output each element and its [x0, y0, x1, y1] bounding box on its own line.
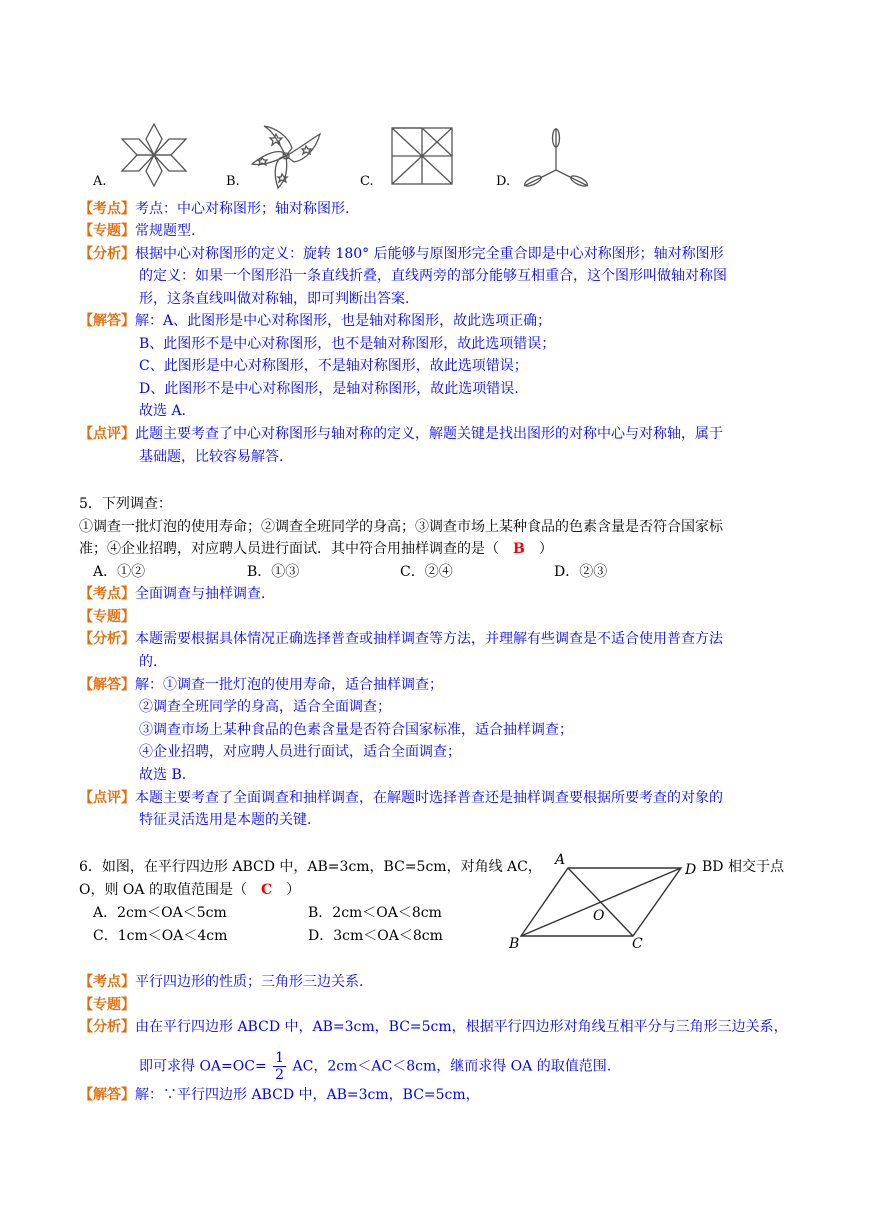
- q6-stem: BD 相交于点: [702, 859, 784, 875]
- q5-fenxi: [79, 628, 723, 650]
- option-d-label: D.: [496, 174, 511, 189]
- q5-option: C．②④: [400, 564, 453, 580]
- option-c-label: C.: [360, 174, 374, 189]
- zhuanti-tag: 【专题】: [79, 223, 135, 239]
- jieda-line: D、此图形不是中心对称图形，是轴对称图形，故此选项错误.: [139, 381, 519, 397]
- q6-option: B．2cm＜OA＜8cm: [308, 905, 442, 921]
- q5-stem-close: ）: [538, 541, 553, 557]
- fenxi-line: 的.: [139, 654, 158, 670]
- q5-stem: 5．下列调查：: [79, 496, 172, 512]
- q5-stem: ①调查一批灯泡的使用寿命；②调查全班同学的身高；③调查市场上某种食品的色素含量是否符合国家标: [79, 519, 723, 535]
- zhuanti-tag: 【专题】: [79, 997, 135, 1013]
- jieda-line: B、此图形不是中心对称图形，也不是轴对称图形，故此选项错误；: [139, 336, 556, 352]
- dianping-line: 特征灵活选用是本题的关键.: [139, 812, 312, 828]
- fenxi-tag: 【分析】: [79, 246, 135, 262]
- q4-kaodian: [79, 198, 349, 220]
- kaodian-tag: 【考点】: [79, 974, 135, 990]
- q5-option: B．①③: [247, 564, 300, 580]
- jieda-tag: 【解答】: [79, 313, 135, 329]
- vertex-a-label: A: [555, 852, 566, 868]
- fenxi-line-with-fraction: [139, 1050, 611, 1083]
- dianping-line: 本题主要考查了全面调查和抽样调查，在解题时选择普查还是抽样调查要根据所要考查的对象的: [135, 790, 723, 806]
- fenxi-line: 本题需要根据具体情况正确选择普查或抽样调查等方法，并理解有些调查是不适合使用普查方法: [135, 631, 723, 647]
- vertex-c-label: C: [632, 936, 643, 952]
- parallelogram-figure: [505, 848, 705, 954]
- figure-d-three-leaves: [518, 124, 594, 190]
- q6-answer: C: [260, 882, 273, 898]
- fenxi-text: 即可求得 OA=OC=: [139, 1058, 267, 1075]
- q5-kaodian: [79, 583, 265, 605]
- q6-zhuanti: [79, 994, 135, 1016]
- jieda-tag: 【解答】: [79, 1087, 135, 1103]
- q6-option: C．1cm＜OA＜4cm: [93, 928, 228, 944]
- kaodian-tag: 【考点】: [79, 201, 135, 217]
- jieda-tag: 【解答】: [79, 677, 135, 693]
- q5-stem: [79, 538, 553, 560]
- jieda-line: ④企业招聘，对应聘人员进行面试，适合全面调查；: [139, 744, 461, 760]
- q4-zhuanti: [79, 220, 195, 242]
- q5-answer: B: [513, 541, 525, 557]
- q4-dianping: [79, 423, 723, 445]
- kaodian-tag: 【考点】: [79, 586, 135, 602]
- fenxi-line: 形，这条直线叫做对称轴，即可判断出答案.: [139, 291, 410, 307]
- zhuanti-tag: 【专题】: [79, 609, 135, 625]
- vertex-d-label: D: [685, 862, 697, 878]
- kaodian-text: 考点：中心对称图形；轴对称图形.: [135, 201, 350, 217]
- fraction-numerator: 1: [275, 1050, 285, 1066]
- figure-b-pinwheel: [248, 122, 324, 190]
- q6-jieda: [79, 1084, 480, 1106]
- center-o-label: O: [593, 908, 605, 924]
- jieda-line: ②调查全班同学的身高，适合全面调查；: [139, 699, 391, 715]
- option-b-label: B.: [226, 174, 240, 189]
- q6-option: D．3cm＜OA＜8cm: [308, 928, 443, 944]
- vertex-b-label: B: [509, 936, 520, 952]
- fenxi-text: AC，2cm＜AC＜8cm，继而求得 OA 的取值范围.: [292, 1058, 612, 1075]
- fenxi-line: 的定义：如果一个图形沿一条直线折叠，直线两旁的部分能够互相重合，这个图形叫做轴对称图: [139, 268, 727, 284]
- dianping-line: 基础题，比较容易解答.: [139, 449, 284, 465]
- jieda-line: 解：A、此图形是中心对称图形，也是轴对称图形，故此选项正确；: [135, 313, 552, 329]
- zhuanti-text: 常规题型.: [135, 223, 196, 239]
- fenxi-tag: 【分析】: [79, 1019, 135, 1035]
- q5-zhuanti: [79, 606, 135, 628]
- q5-jieda: [79, 674, 443, 696]
- q5-option: A．①②: [93, 564, 146, 580]
- q6-stem-text: O，则 OA 的取值范围是（: [79, 882, 247, 898]
- jieda-line: ③调查市场上某种食品的色素含量是否符合国家标准，适合抽样调查；: [139, 722, 573, 738]
- figure-c-windmill: [384, 124, 460, 188]
- jieda-line: 故选 A.: [139, 403, 187, 419]
- figure-a-star: [116, 122, 192, 188]
- kaodian-text: 平行四边形的性质；三角形三边关系.: [135, 974, 364, 990]
- q6-stem: 6．如图，在平行四边形 ABCD 中，AB=3cm，BC=5cm，对角线 AC，: [79, 859, 542, 875]
- jieda-line: 故选 B.: [139, 767, 187, 783]
- q5-option: D．②③: [554, 564, 608, 580]
- fraction: [273, 1050, 286, 1083]
- q6-stem: [79, 879, 300, 901]
- option-a-label: A.: [93, 174, 107, 189]
- dianping-tag: 【点评】: [79, 790, 135, 806]
- fenxi-line: 根据中心对称图形的定义：旋转 180° 后能够与原图形完全重合即是中心对称图形；轴对称图形: [135, 246, 724, 262]
- q4-jieda: [79, 310, 551, 332]
- dianping-line: 此题主要考查了中心对称图形与轴对称的定义，解题关键是找出图形的对称中心与对称轴，属于: [135, 426, 723, 442]
- jieda-line: 解：∵平行四边形 ABCD 中，AB=3cm，BC=5cm，: [135, 1087, 480, 1103]
- jieda-line: C、此图形是中心对称图形，不是轴对称图形，故此选项错误；: [139, 358, 528, 374]
- q6-option: A．2cm＜OA＜5cm: [93, 905, 227, 921]
- q6-stem-close: ）: [286, 882, 301, 898]
- fraction-denominator: 2: [275, 1067, 285, 1083]
- q4-fenxi: [79, 243, 724, 265]
- q6-fenxi: [79, 1016, 788, 1038]
- q5-dianping: [79, 787, 723, 809]
- dianping-tag: 【点评】: [79, 426, 135, 442]
- q5-stem-text: 准；④企业招聘，对应聘人员进行面试．其中符合用抽样调查的是（: [79, 541, 499, 557]
- fenxi-line: 由在平行四边形 ABCD 中，AB=3cm，BC=5cm，根据平行四边形对角线互相平分与三角形三边关系，: [135, 1019, 788, 1035]
- kaodian-text: 全面调查与抽样调查.: [135, 586, 266, 602]
- q6-kaodian: [79, 971, 363, 993]
- fenxi-tag: 【分析】: [79, 631, 135, 647]
- jieda-line: 解：①调查一批灯泡的使用寿命，适合抽样调查；: [135, 677, 443, 693]
